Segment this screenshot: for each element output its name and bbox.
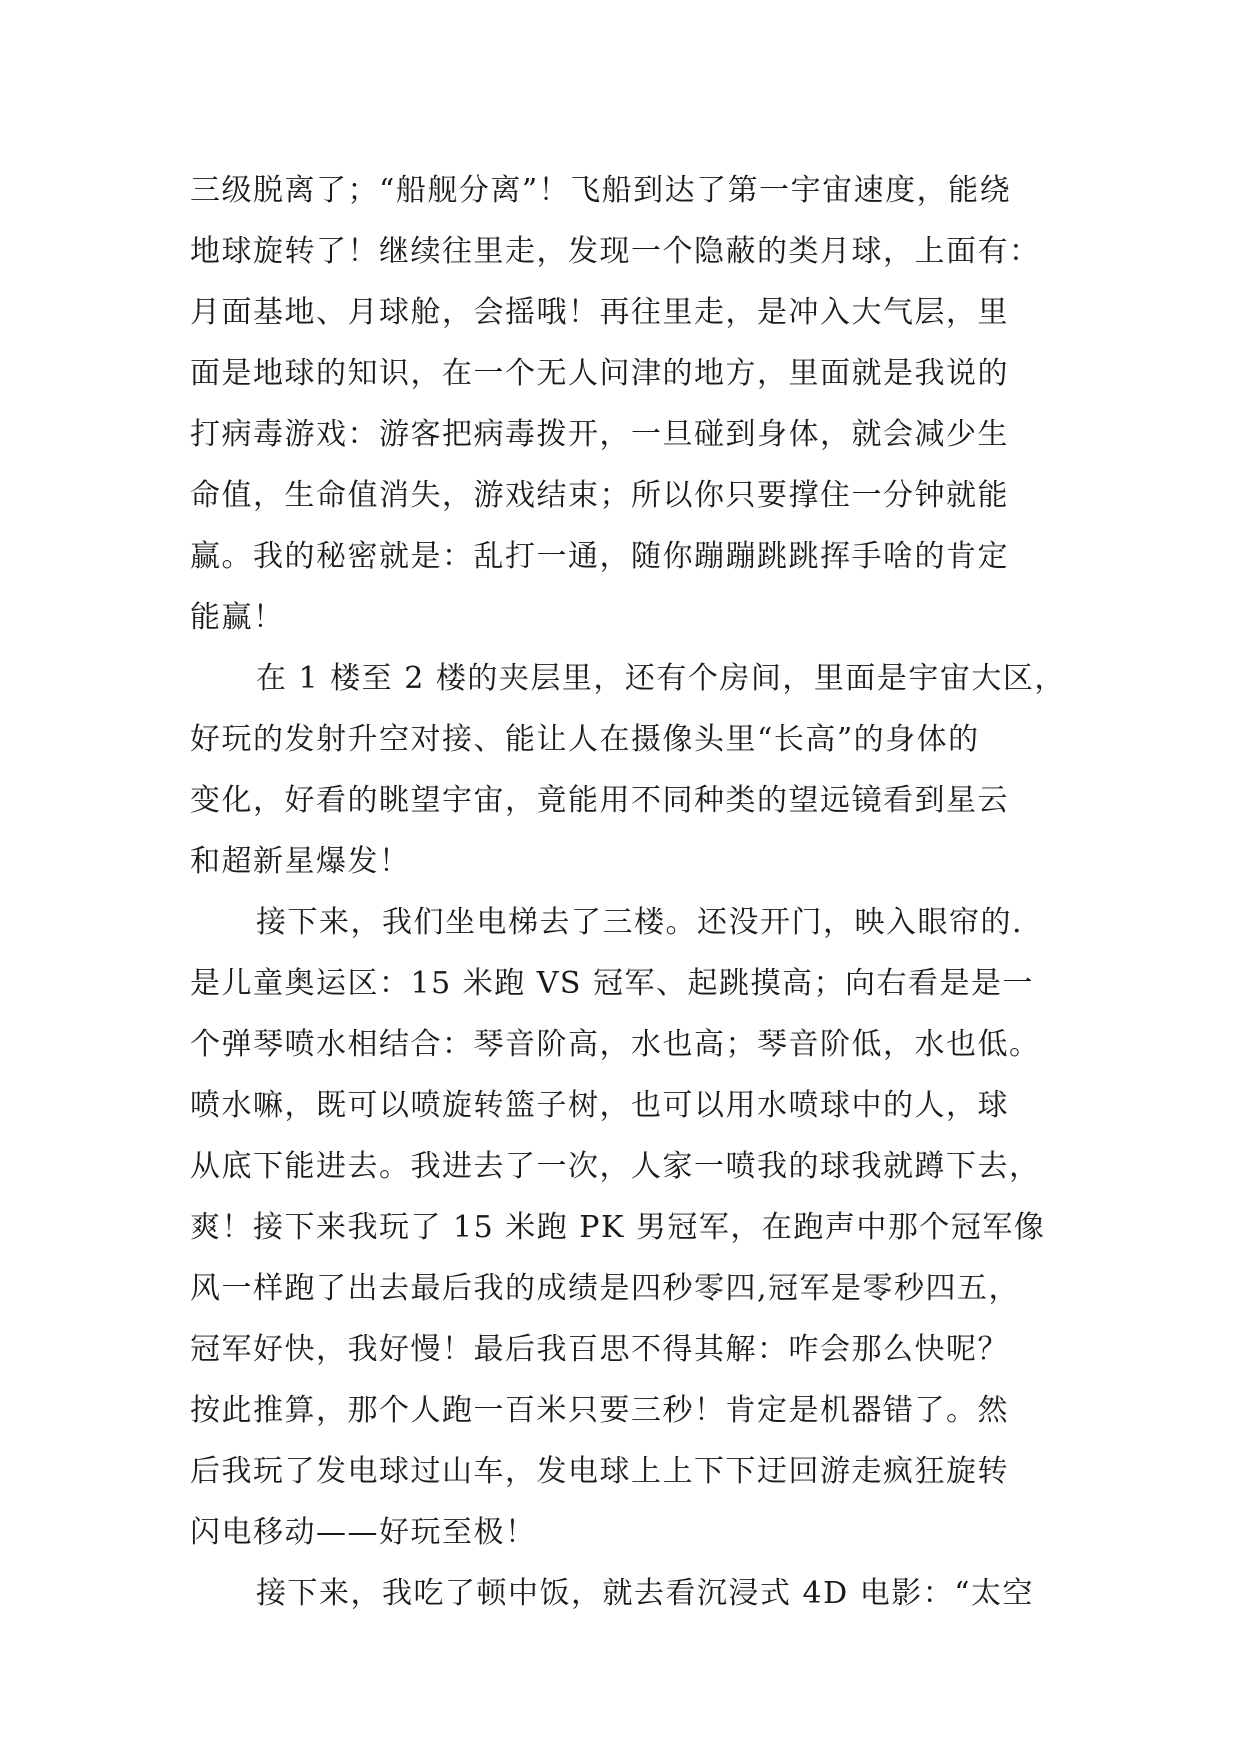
text-line: 从底下能进去。我进去了一次，人家一喷我的球我就蹲下去， (190, 1149, 1041, 1184)
text-line: 变化，好看的眺望宇宙，竟能用不同种类的望远镜看到星云 (190, 783, 1009, 818)
text-line: 爽！接下来我玩了 15 米跑 PK 男冠军，在跑声中那个冠军像 (190, 1210, 1046, 1245)
text-line: 是儿童奥运区：15 米跑 VS 冠军、起跳摸高；向右看是是一 (190, 966, 1034, 1001)
text-line: 喷水嘛，既可以喷旋转篮子树，也可以用水喷球中的人，球 (190, 1088, 1009, 1123)
text-line: 冠军好快，我好慢！最后我百思不得其解：咋会那么快呢？ (190, 1332, 1009, 1367)
text-line: 按此推算，那个人跑一百米只要三秒！肯定是机器错了。然 (190, 1393, 1009, 1428)
text-line: 和超新星爆发！ (190, 844, 411, 879)
paragraph-start-line: 接下来，我们坐电梯去了三楼。还没开门，映入眼帘的. (256, 905, 1024, 940)
text-line: 地球旋转了！继续往里走，发现一个隐蔽的类月球，上面有： (190, 234, 1041, 269)
text-line: 后我玩了发电球过山车，发电球上上下下迂回游走疯狂旋转 (190, 1454, 1009, 1489)
text-line: 月面基地、月球舱，会摇哦！再往里走，是冲入大气层，里 (190, 295, 1009, 330)
text-line: 面是地球的知识，在一个无人问津的地方，里面就是我说的 (190, 356, 1009, 391)
paragraph-start-line: 在 1 楼至 2 楼的夹层里，还有个房间，里面是宇宙大区， (256, 661, 1066, 696)
paragraph-start-line: 接下来，我吃了顿中饭，就去看沉浸式 4D 电影：“太空 (256, 1576, 1035, 1611)
text-line: 好玩的发射升空对接、能让人在摄像头里“长高”的身体的 (190, 722, 980, 757)
text-line: 能赢！ (190, 600, 285, 635)
text-line: 个弹琴喷水相结合：琴音阶高，水也高；琴音阶低，水也低。 (190, 1027, 1041, 1062)
text-line: 风一样跑了出去最后我的成绩是四秒零四,冠军是零秒四五， (190, 1271, 1021, 1306)
body-text (190, 160, 1066, 1624)
text-line: 闪电移动——好玩至极！ (190, 1515, 537, 1550)
text-line: 三级脱离了；“船舰分离”！飞船到达了第一宇宙速度，能绕 (190, 173, 1012, 208)
text-line: 赢。我的秘密就是：乱打一通，随你蹦蹦跳跳挥手啥的肯定 (190, 539, 1009, 574)
text-line: 命值，生命值消失，游戏结束；所以你只要撑住一分钟就能 (190, 478, 1009, 513)
text-line: 打病毒游戏：游客把病毒拨开，一旦碰到身体，就会减少生 (190, 417, 1009, 452)
